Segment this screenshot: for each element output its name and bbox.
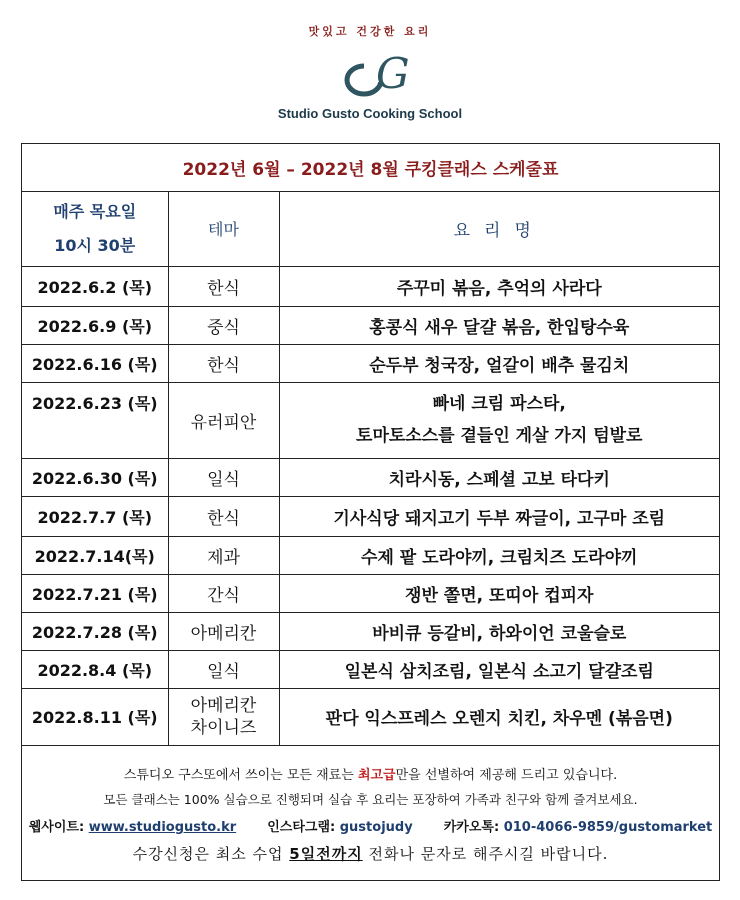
row-theme: 한식: [168, 496, 279, 536]
registration-note: [22, 843, 719, 864]
row-date: 2022.7.7 (목): [22, 496, 168, 536]
row-date: 2022.7.14(목): [22, 536, 168, 574]
table-header-row: [22, 192, 719, 266]
row-dish: 주꾸미 볶음, 추억의 사라다: [279, 266, 719, 306]
table-row: [22, 536, 719, 574]
row-dish: 치라시동, 스페셜 고보 타다키: [279, 458, 719, 496]
website-label: 웹사이트:: [28, 820, 89, 835]
registration-note-text: 수강신청은 최소 수업: [132, 845, 290, 863]
instagram-label: 인스타그램:: [267, 820, 340, 835]
tagline: 맛있고 건강한 요리: [308, 25, 432, 38]
row-theme: 일식: [168, 650, 279, 688]
row-date: 2022.8.4 (목): [22, 650, 168, 688]
row-theme: 일식: [168, 458, 279, 496]
instagram-handle: gustojudy: [339, 820, 413, 835]
table-row: [22, 382, 719, 458]
contact-line: [22, 816, 719, 835]
ingredient-note: [22, 764, 719, 783]
deadline-emphasis: 5일전까지: [289, 845, 363, 863]
website-link[interactable]: www.studiogusto.kr: [88, 820, 237, 835]
row-dish: [279, 382, 719, 458]
row-dish: 바비큐 등갈비, 하와이언 코울슬로: [279, 612, 719, 650]
ingredient-note-text: 스튜디오 구스또에서 쓰이는 모든 재료는: [123, 768, 358, 783]
column-dish-header: 요리명: [279, 192, 719, 266]
row-theme: 한식: [168, 344, 279, 382]
row-dish-line2: 토마토소스를 곁들인 게살 가지 텀발로: [356, 426, 643, 446]
row-theme: [168, 688, 279, 745]
row-theme: 유러피안: [168, 382, 279, 458]
column-theme-header: 테마: [168, 192, 279, 266]
row-theme: 아메리칸: [168, 612, 279, 650]
row-date: 2022.6.23 (목): [22, 382, 168, 458]
row-dish: 쟁반 쫄면, 또띠아 컵피자: [279, 574, 719, 612]
table-row: [22, 688, 719, 745]
row-dish-line1: 빠네 크림 파스타,: [432, 394, 566, 414]
schedule-table: [22, 192, 719, 746]
table-row: [22, 266, 719, 306]
table-row: [22, 650, 719, 688]
row-dish: 판다 익스프레스 오렌지 치킨, 차우멘 (볶음면): [279, 688, 719, 745]
kakao-label: 카카오톡:: [443, 820, 504, 835]
row-dish: 순두부 청국장, 얼갈이 배추 물김치: [279, 344, 719, 382]
kakao-contact: 010-4066-9859/gustomarket: [503, 820, 713, 835]
table-row: [22, 496, 719, 536]
row-date: 2022.8.11 (목): [22, 688, 168, 745]
row-date: 2022.6.2 (목): [22, 266, 168, 306]
row-theme-line2: 차이니즈: [190, 717, 257, 738]
row-theme-line1: 아메리칸: [190, 695, 257, 716]
premium-highlight: 최고급: [357, 768, 396, 783]
logo-letter: G: [376, 49, 410, 98]
row-date: 2022.7.28 (목): [22, 612, 168, 650]
row-theme: 제과: [168, 536, 279, 574]
row-date: 2022.6.9 (목): [22, 306, 168, 344]
row-dish: 기사식당 돼지고기 두부 짜글이, 고구마 조림: [279, 496, 719, 536]
date-header-line1: 매주 목요일: [53, 201, 137, 221]
table-row: [22, 458, 719, 496]
table-row: [22, 344, 719, 382]
registration-note-text-end: 전화나 문자로 해주시길 바랍니다.: [362, 845, 609, 863]
row-dish: 홍콩식 새우 달걀 볶음, 한입탕수육: [279, 306, 719, 344]
studio-gusto-logo-icon: [342, 49, 410, 98]
school-name: Studio Gusto Cooking School: [277, 106, 463, 121]
class-note: 모든 클래스는 100% 실습으로 진행되며 실습 후 요리는 포장하여 가족과 친구와 함께 즐겨보세요.: [103, 792, 638, 807]
row-dish: 수제 팥 도라야끼, 크림치즈 도라야끼: [279, 536, 719, 574]
schedule-title: 2022년 6월 – 2022년 8월 쿠킹클래스 스케줄표: [22, 144, 719, 192]
row-date: 2022.6.30 (목): [22, 458, 168, 496]
row-dish: 일본식 삼치조림, 일본식 소고기 달걀조림: [279, 650, 719, 688]
ingredient-note-text-end: 만을 선별하여 제공해 드리고 있습니다.: [395, 768, 618, 783]
row-theme: 한식: [168, 266, 279, 306]
table-row: [22, 574, 719, 612]
schedule-frame: [21, 143, 720, 881]
table-row: [22, 306, 719, 344]
row-theme: 중식: [168, 306, 279, 344]
row-theme: 간식: [168, 574, 279, 612]
row-date: 2022.7.21 (목): [22, 574, 168, 612]
date-header-line2: 10시 30분: [54, 235, 136, 255]
row-date: 2022.6.16 (목): [22, 344, 168, 382]
table-row: [22, 612, 719, 650]
column-date-header: [22, 192, 168, 266]
